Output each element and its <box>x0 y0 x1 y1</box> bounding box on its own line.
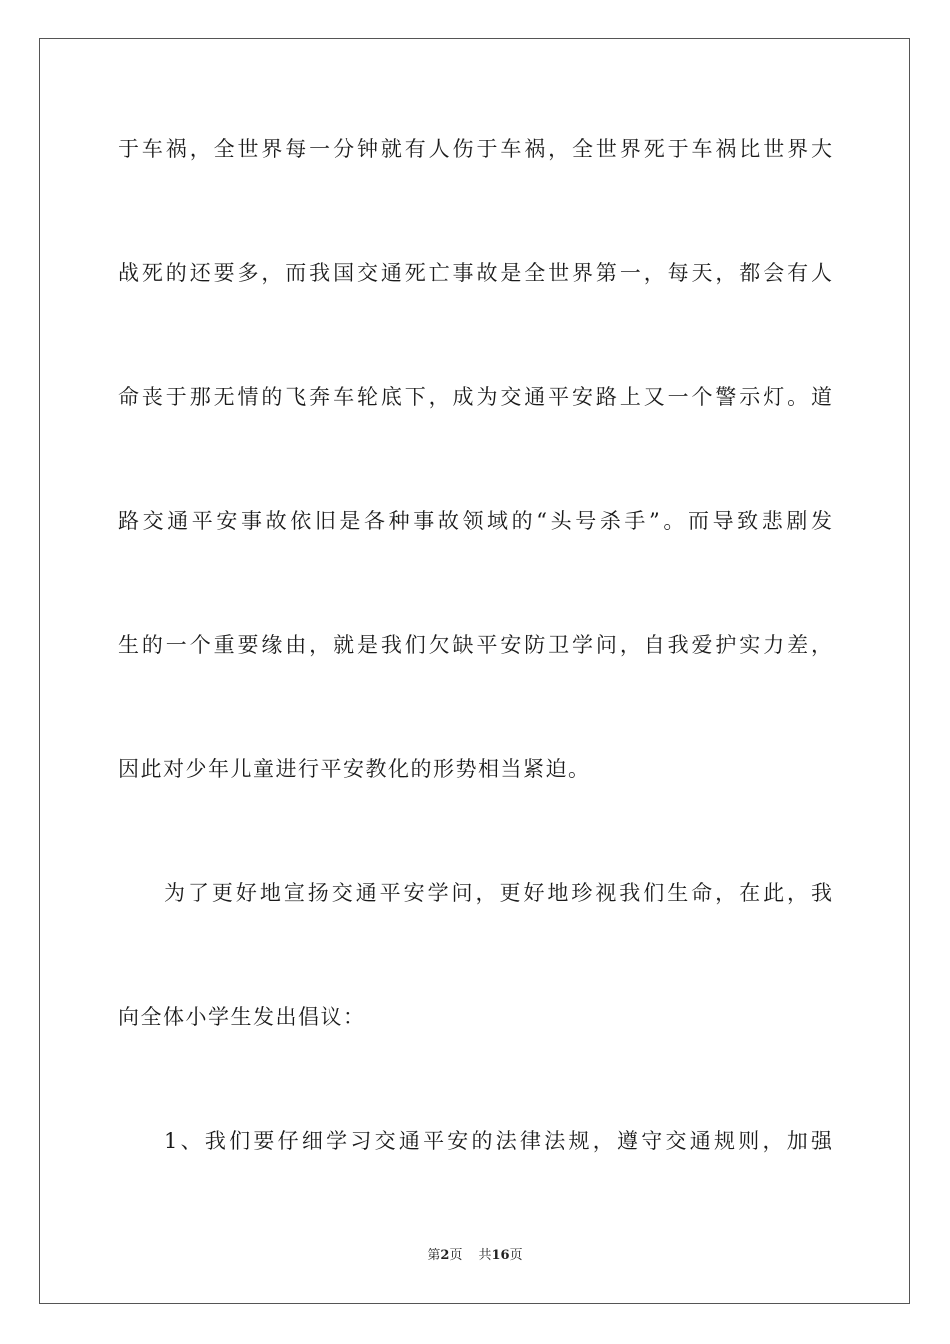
paragraph-2-line-2: 向全体小学生发出倡议： <box>118 1005 366 1029</box>
body-line-6: 因此对少年儿童进行平安教化的形势相当紧迫。 <box>118 757 591 781</box>
page-border <box>39 38 910 1304</box>
page-footer <box>0 1247 950 1265</box>
footer-total-prefix: 共 <box>478 1248 492 1263</box>
list-item-1-line-1: 1、我们要仔细学习交通平安的法律法规，遵守交通规则，加强 <box>164 1129 832 1153</box>
body-line-3: 命丧于那无情的飞奔车轮底下，成为交通平安路上又一个警示灯。道 <box>118 385 832 409</box>
footer-page-number: 2 <box>440 1248 450 1263</box>
body-line-5: 生的一个重要缘由，就是我们欠缺平安防卫学问，自我爱护实力差， <box>118 633 832 657</box>
body-line-1: 于车祸，全世界每一分钟就有人伤于车祸，全世界死于车祸比世界大 <box>118 137 832 161</box>
footer-total-suffix: 页 <box>509 1248 523 1263</box>
paragraph-2-line-1: 为了更好地宣扬交通平安学问，更好地珍视我们生命，在此，我 <box>164 881 832 905</box>
footer-page-prefix: 第 <box>427 1248 441 1263</box>
body-line-4: 路交通平安事故依旧是各种事故领域的“头号杀手”。而导致悲剧发 <box>118 509 832 533</box>
footer-total-pages: 16 <box>491 1248 510 1263</box>
footer-page-suffix: 页 <box>449 1248 463 1263</box>
body-line-2: 战死的还要多，而我国交通死亡事故是全世界第一，每天，都会有人 <box>118 261 832 285</box>
